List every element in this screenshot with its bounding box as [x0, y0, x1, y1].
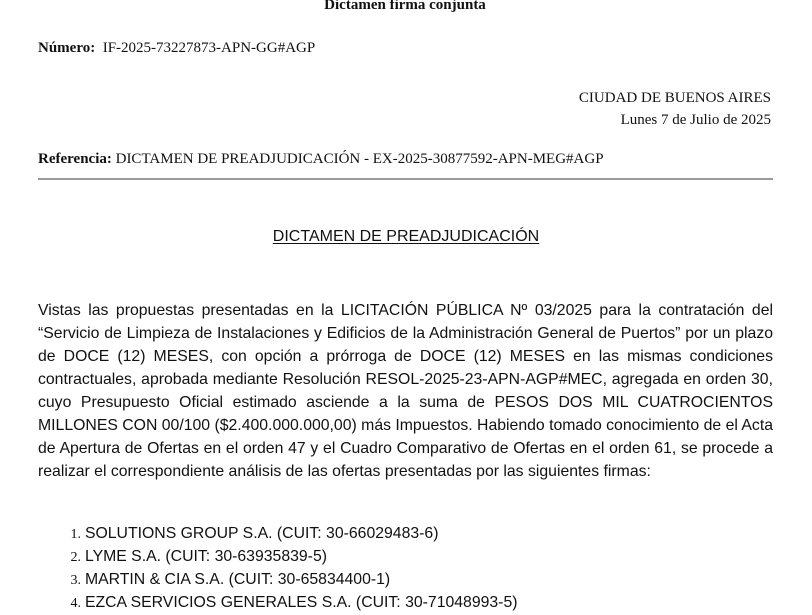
list-item-text: EZCA SERVICIOS GENERALES S.A. (CUIT: 30-71048993-5): [84, 594, 518, 611]
list-item-text: LYME S.A. (CUIT: 30-63935839-5): [84, 548, 327, 565]
document-reference: [38, 151, 604, 168]
list-item: [38, 522, 773, 545]
reference-value: DICTAMEN DE PREADJUDICACIÓN - EX-2025-30877592-APN-MEG#AGP: [115, 151, 604, 167]
document-title: Dictamen firma conjunta: [324, 0, 486, 13]
reference-label: Referencia:: [38, 151, 112, 167]
list-item-number: 2.: [70, 550, 81, 565]
list-item-number: 1.: [70, 527, 81, 542]
list-item-number: 4.: [70, 596, 81, 611]
section-heading: DICTAMEN DE PREADJUDICACIÓN: [272, 228, 540, 245]
place-and-date: [579, 87, 771, 131]
document-number-value: IF-2025-73227873-APN-GG#AGP: [102, 40, 316, 56]
list-item-text: MARTIN & CIA S.A. (CUIT: 30-65834400-1): [84, 571, 391, 588]
document-number-label: Número:: [38, 40, 96, 56]
header-divider: [38, 178, 773, 180]
list-item: [38, 545, 773, 568]
list-item: [38, 591, 773, 614]
city-name: CIUDAD DE BUENOS AIRES: [578, 90, 771, 106]
list-item-number: 3.: [70, 573, 81, 588]
list-item-text: SOLUTIONS GROUP S.A. (CUIT: 30-66029483-6): [84, 525, 439, 542]
document-date: Lunes 7 de Julio de 2025: [620, 112, 771, 128]
document-number: [38, 40, 315, 57]
firms-list: [38, 522, 773, 614]
body-paragraph: Vistas las propuestas presentadas en la LICITACIÓN PÚBLICA Nº 03/2025 para la contratación del “Servicio de Limpieza de Instalaciones y Edificios de la Administración General de Puertos” por un plazo de DOCE (12) MESES, con opción a prórroga de DOCE (12) MESES en las mismas condiciones contractuales, aprobada mediante Resolución RESOL-2025-23-APN-AGP#MEC, agregada en orden 30, cuyo Presupuesto Oficial estimado asciende a la suma de PESOS DOS MIL CUATROCIENTOS MILLONES CON 00/100 ($2.400.000.000,00) más Impuestos. Habiendo tomado conocimiento de el Acta de Apertura de Ofertas en el orden 47 y el Cuadro Comparativo de Ofertas en el orden 61, se procede a realizar el correspondiente análisis de las ofertas presentadas por las siguientes firmas:: [38, 302, 773, 480]
list-item: [38, 568, 773, 591]
